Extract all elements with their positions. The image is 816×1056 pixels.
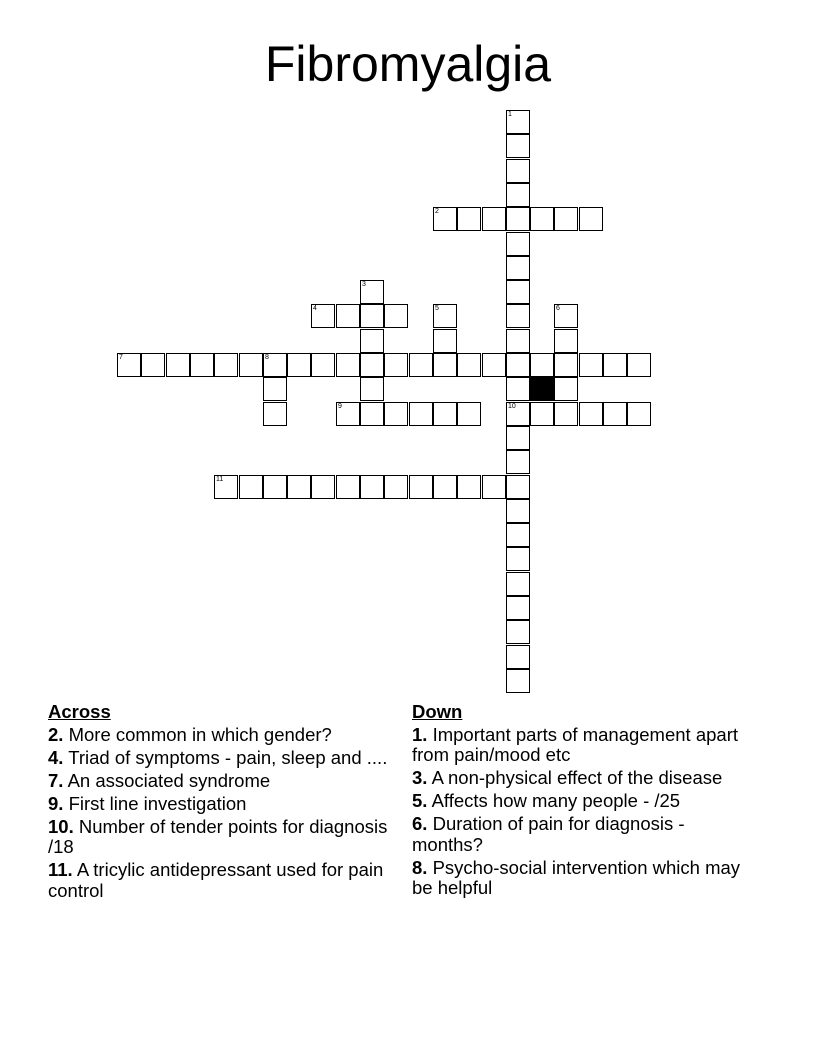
clue-number: 5. — [412, 790, 428, 811]
grid-cell[interactable] — [117, 353, 141, 377]
grid-cell[interactable] — [214, 475, 238, 499]
grid-cell[interactable] — [627, 402, 651, 426]
grid-cell[interactable] — [554, 402, 578, 426]
grid-cell[interactable] — [482, 475, 506, 499]
clue — [48, 748, 388, 769]
clue — [412, 791, 752, 812]
grid-cell[interactable] — [457, 353, 481, 377]
clue-number: 11. — [48, 859, 73, 880]
grid-cell[interactable] — [360, 475, 384, 499]
grid-cell[interactable] — [239, 353, 263, 377]
grid-cell[interactable] — [627, 353, 651, 377]
clue-text: An associated syndrome — [67, 769, 271, 791]
grid-cell[interactable] — [457, 402, 481, 426]
grid-cell[interactable] — [482, 353, 506, 377]
clue — [48, 771, 388, 792]
grid-cell[interactable] — [141, 353, 165, 377]
clue-text: More common in which gender? — [68, 723, 332, 745]
grid-cell[interactable] — [506, 353, 530, 377]
cell-number: 5 — [435, 305, 439, 312]
grid-cell[interactable] — [263, 353, 287, 377]
grid-cell[interactable] — [554, 353, 578, 377]
grid-cell[interactable] — [579, 353, 603, 377]
grid-cell[interactable] — [336, 402, 360, 426]
grid-cell[interactable] — [409, 475, 433, 499]
grid-cell[interactable] — [433, 402, 457, 426]
grid-cell[interactable] — [336, 353, 360, 377]
clue — [48, 860, 388, 901]
grid-cell[interactable] — [506, 645, 530, 669]
grid-cell[interactable] — [554, 207, 578, 231]
grid-cell[interactable] — [530, 207, 554, 231]
grid-cell[interactable] — [409, 402, 433, 426]
grid-cell[interactable] — [287, 353, 311, 377]
clue-number: 2. — [48, 723, 64, 745]
clue-text: Psycho-social intervention which may be helpful — [412, 856, 741, 898]
clue-number: 7. — [48, 769, 64, 791]
clue — [48, 725, 388, 746]
grid-cell[interactable] — [457, 207, 481, 231]
grid-cell[interactable] — [506, 232, 530, 256]
clue — [412, 858, 752, 899]
grid-cell[interactable] — [263, 475, 287, 499]
grid-cell[interactable] — [506, 159, 530, 183]
grid-cell[interactable] — [506, 329, 530, 353]
grid-cell[interactable] — [384, 475, 408, 499]
clue-text: First line investigation — [68, 792, 247, 814]
clue-number: 10. — [48, 815, 74, 837]
grid-cell[interactable] — [263, 402, 287, 426]
down-clue-list — [412, 725, 752, 899]
grid-cell[interactable] — [336, 475, 360, 499]
grid-cell[interactable] — [603, 353, 627, 377]
cell-number: 4 — [313, 305, 317, 312]
grid-cell[interactable] — [506, 499, 530, 523]
grid-cell[interactable] — [457, 475, 481, 499]
grid-cell[interactable] — [336, 304, 360, 328]
down-clues — [412, 702, 752, 901]
clue — [412, 725, 752, 766]
grid-cell[interactable] — [506, 523, 530, 547]
cell-number: 8 — [265, 354, 269, 361]
grid-cell[interactable] — [506, 669, 530, 693]
grid-cell[interactable] — [506, 280, 530, 304]
grid-cell[interactable] — [214, 353, 238, 377]
grid-cell[interactable] — [554, 329, 578, 353]
grid-cell[interactable] — [433, 207, 457, 231]
clue-number: 1. — [412, 723, 428, 745]
grid-cell[interactable] — [360, 377, 384, 401]
grid-cell[interactable] — [311, 353, 335, 377]
grid-cell[interactable] — [384, 402, 408, 426]
grid-cell[interactable] — [603, 402, 627, 426]
grid-cell[interactable] — [506, 450, 530, 474]
grid-cell[interactable] — [239, 475, 263, 499]
clue-text: A non-physical effect of the disease — [431, 767, 723, 788]
grid-cell[interactable] — [384, 304, 408, 328]
clue-number: 3. — [412, 767, 428, 788]
grid-cell[interactable] — [166, 353, 190, 377]
grid-cell[interactable] — [506, 134, 530, 158]
grid-cell[interactable] — [579, 402, 603, 426]
down-heading: Down — [412, 701, 463, 722]
grid-cell[interactable] — [506, 207, 530, 231]
grid-cell[interactable] — [360, 304, 384, 328]
clue — [412, 814, 752, 855]
grid-cell[interactable] — [506, 475, 530, 499]
across-clues — [48, 702, 388, 904]
grid-cell[interactable] — [287, 475, 311, 499]
grid-cell[interactable] — [506, 304, 530, 328]
clue-number: 8. — [412, 856, 428, 878]
grid-cell[interactable] — [530, 353, 554, 377]
cell-number: 1 — [508, 111, 512, 118]
grid-cell[interactable] — [506, 547, 530, 571]
grid-cell[interactable] — [384, 353, 408, 377]
grid-cell[interactable] — [554, 304, 578, 328]
cell-number: 9 — [338, 403, 342, 410]
clue-text: A tricylic antidepressant used for pain control — [48, 859, 384, 901]
cell-number: 10 — [508, 403, 516, 410]
clue-text: Triad of symptoms - pain, sleep and .... — [68, 746, 388, 768]
grid-cell[interactable] — [433, 353, 457, 377]
grid-cell[interactable] — [311, 475, 335, 499]
grid-cell[interactable] — [360, 353, 384, 377]
clue-number: 4. — [48, 746, 64, 768]
grid-cell[interactable] — [409, 353, 433, 377]
across-heading: Across — [48, 701, 111, 722]
grid-cell[interactable] — [506, 402, 530, 426]
grid-cell[interactable] — [506, 377, 530, 401]
grid-block — [530, 377, 554, 401]
grid-cell[interactable] — [360, 329, 384, 353]
grid-cell[interactable] — [506, 110, 530, 134]
grid-cell[interactable] — [506, 596, 530, 620]
grid-cell[interactable] — [506, 426, 530, 450]
clue-text: Number of tender points for diagnosis /18 — [48, 815, 388, 857]
grid-cell[interactable] — [433, 475, 457, 499]
grid-cell[interactable] — [554, 377, 578, 401]
grid-cell[interactable] — [506, 256, 530, 280]
grid-cell[interactable] — [530, 402, 554, 426]
grid-cell[interactable] — [433, 329, 457, 353]
grid-cell[interactable] — [506, 183, 530, 207]
grid-cell[interactable] — [433, 304, 457, 328]
cell-number: 11 — [216, 476, 224, 483]
across-clue-list — [48, 725, 388, 902]
grid-cell[interactable] — [360, 402, 384, 426]
clue — [412, 768, 752, 789]
grid-cell[interactable] — [482, 207, 506, 231]
grid-cell[interactable] — [579, 207, 603, 231]
cell-number: 2 — [435, 208, 439, 215]
clue-text: Duration of pain for diagnosis - months? — [412, 813, 685, 855]
cell-number: 7 — [119, 354, 123, 361]
puzzle-title: Fibromyalgia — [264, 36, 552, 92]
clue-text: Affects how many people - /25 — [431, 790, 681, 811]
grid-cell[interactable] — [190, 353, 214, 377]
cell-number: 6 — [556, 305, 560, 312]
clue — [48, 794, 388, 815]
grid-cell[interactable] — [311, 304, 335, 328]
grid-cell[interactable] — [360, 280, 384, 304]
grid-cell[interactable] — [506, 572, 530, 596]
clue-text: Important parts of management apart from pain/mood etc — [412, 723, 738, 765]
grid-cell[interactable] — [263, 377, 287, 401]
grid-cell[interactable] — [506, 620, 530, 644]
clue-number: 9. — [48, 792, 64, 814]
cell-number: 3 — [362, 281, 366, 288]
clue-number: 6. — [412, 813, 428, 834]
clue — [48, 817, 388, 858]
